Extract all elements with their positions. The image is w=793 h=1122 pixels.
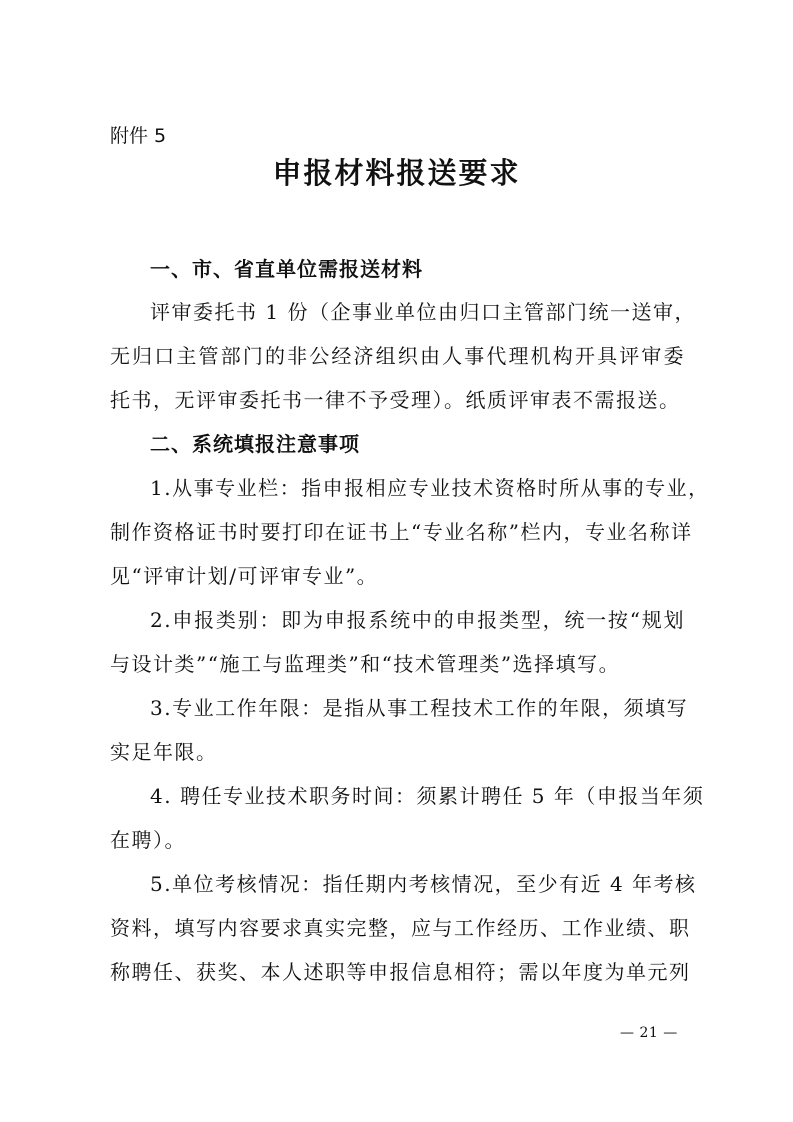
item5-line-1: 5.单位考核情况：指任期内考核情况，至少有近 4 年考核: [150, 872, 697, 896]
item1-line-2: 制作资格证书时要打印在证书上“专业名称”栏内，专业名称详: [110, 520, 693, 544]
section1-line-2: 无归口主管部门的非公经济组织由人事代理机构开具评审委: [110, 344, 685, 368]
section1-line-3: 托书，无评审委托书一律不予受理）。纸质评审表不需报送。: [110, 388, 681, 412]
item5-line-2: 资料，填写内容要求真实完整，应与工作经历、工作业绩、职: [110, 916, 691, 940]
document-title: 申报材料报送要求: [272, 156, 521, 190]
item3-line-1: 3.专业工作年限：是指从事工程技术工作的年限，须填写: [150, 696, 689, 720]
item2-line-2: 与设计类”“施工与监理类”和“技术管理类”选择填写。: [110, 652, 621, 676]
item5-line-3: 称聘任、获奖、本人述职等申报信息相符；需以年度为单元列: [110, 960, 691, 984]
item3-line-2: 实足年限。: [110, 740, 218, 764]
item2-line-1: 2.申报类别：即为申报系统中的申报类型，统一按“规划: [150, 608, 685, 632]
item4-line-2: 在聘）。: [110, 828, 186, 852]
item1-line-1: 1.从事专业栏：指申报相应专业技术资格时所从事的专业，: [150, 476, 710, 500]
page-number: — 21 —: [620, 1025, 678, 1041]
item1-line-3: 见“评审计划/可评审专业”。: [110, 564, 379, 588]
section1-line-1: 评审委托书 1 份（企事业单位由归口主管部门统一送审，: [150, 300, 696, 324]
item4-line-1: 4. 聘任专业技术职务时间：须累计聘任 5 年（申报当年须: [150, 784, 705, 808]
attachment-label: 附件 5: [110, 125, 167, 147]
section1-heading: 一、市、省直单位需报送材料: [150, 257, 423, 281]
section2-heading: 二、系统填报注意事项: [150, 432, 360, 456]
